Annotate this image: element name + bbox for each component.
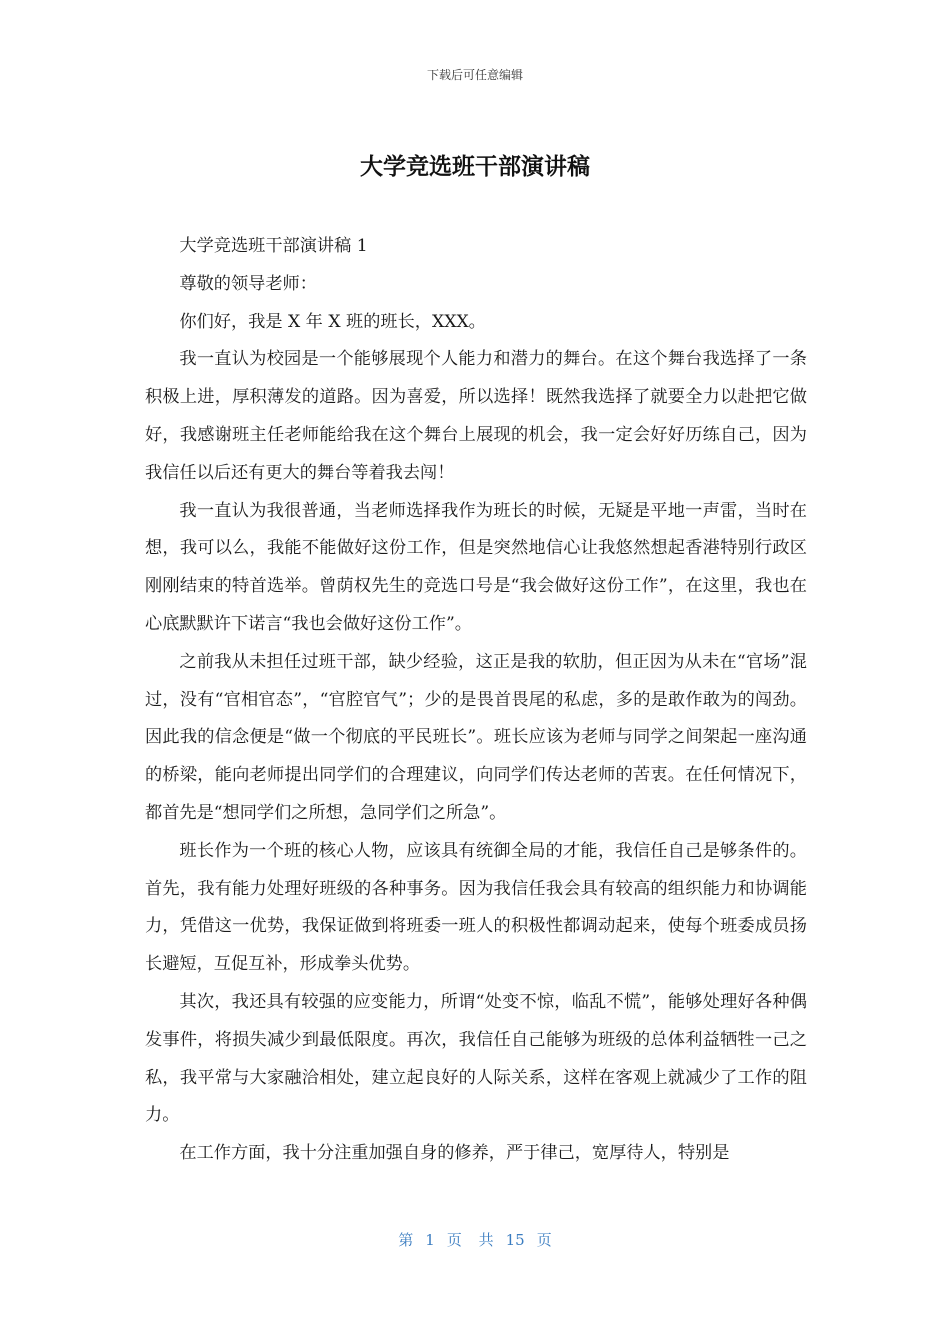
document-title: 大学竞选班干部演讲稿 (360, 154, 590, 180)
header-note: 下载后可任意编辑 (426, 68, 523, 82)
paragraph: 在工作方面，我十分注重加强自身的修养，严于律己，宽厚待人，特别是 (179, 1143, 730, 1164)
paragraph: 班长作为一个班的核心人物，应该具有统御全局的才能，我信任自己是够条件的。首先，我有能力处理好班级的各种事务。因为我信任我会具有较高的组织能力和协调能力，凭借这一优势，我保证做到将班委一班人的积极性都调动起来，使每个班委成员扬长避短，互促互补，形成拳头优势。 (145, 840, 807, 975)
paragraph: 尊敬的领导老师： (179, 273, 317, 294)
current-page-number: 1 (425, 1231, 435, 1249)
footer-word-page-total: 页 共 (446, 1231, 494, 1249)
page-footer (0, 1229, 950, 1250)
paragraph: 大学竞选班干部演讲稿 1 (179, 236, 368, 256)
paragraph: 其次，我还具有较强的应变能力，所谓“处变不惊，临乱不慌”，能够处理好各种偶发事件，将损失减少到最低限度。再次，我信任自己能够为班级的总体利益牺牲一己之私，我平常与大家融洽相处，建立起良好的人际关系，这样在客观上就减少了工作的阻力。 (145, 991, 807, 1126)
paragraph: 我一直认为校园是一个能够展现个人能力和潜力的舞台。在这个舞台我选择了一条积极上进，厚积薄发的道路。因为喜爱，所以选择！既然我选择了就要全力以赴把它做好，我感谢班主任老师能给我在这个舞台上展现的机会，我一定会好好历练自己，因为我信任以后还有更大的舞台等着我去闯！ (145, 349, 807, 483)
paragraph: 我一直认为我很普通，当老师选择我作为班长的时候，无疑是平地一声雷，当时在想，我可以么，我能不能做好这份工作，但是突然地信心让我悠然想起香港特别行政区刚刚结束的特首选举。曾荫权先生的竞选口号是“我会做好这份工作”，在这里，我也在心底默默许下诺言“我也会做好这份工作”。 (145, 500, 807, 634)
footer-word-page: 第 (398, 1231, 414, 1249)
document-body (145, 228, 807, 1173)
paragraph: 你们好，我是 X 年 X 班的班长，XXX。 (179, 311, 486, 332)
footer-word-page-end: 页 (536, 1231, 552, 1249)
total-pages-number: 15 (505, 1231, 525, 1249)
paragraph: 之前我从未担任过班干部，缺少经验，这正是我的软肋，但正因为从未在“官场”混过，没有“官相官态”，“官腔官气”；少的是畏首畏尾的私虑，多的是敢作敢为的闯劲。因此我的信念便是“做一个彻底的平民班长”。班长应该为老师与同学之间架起一座沟通的桥梁，能向老师提出同学们的合理建议，向同学们传达老师的苦衷。在任何情况下，都首先是“想同学们之所想，急同学们之所急”。 (145, 651, 807, 823)
